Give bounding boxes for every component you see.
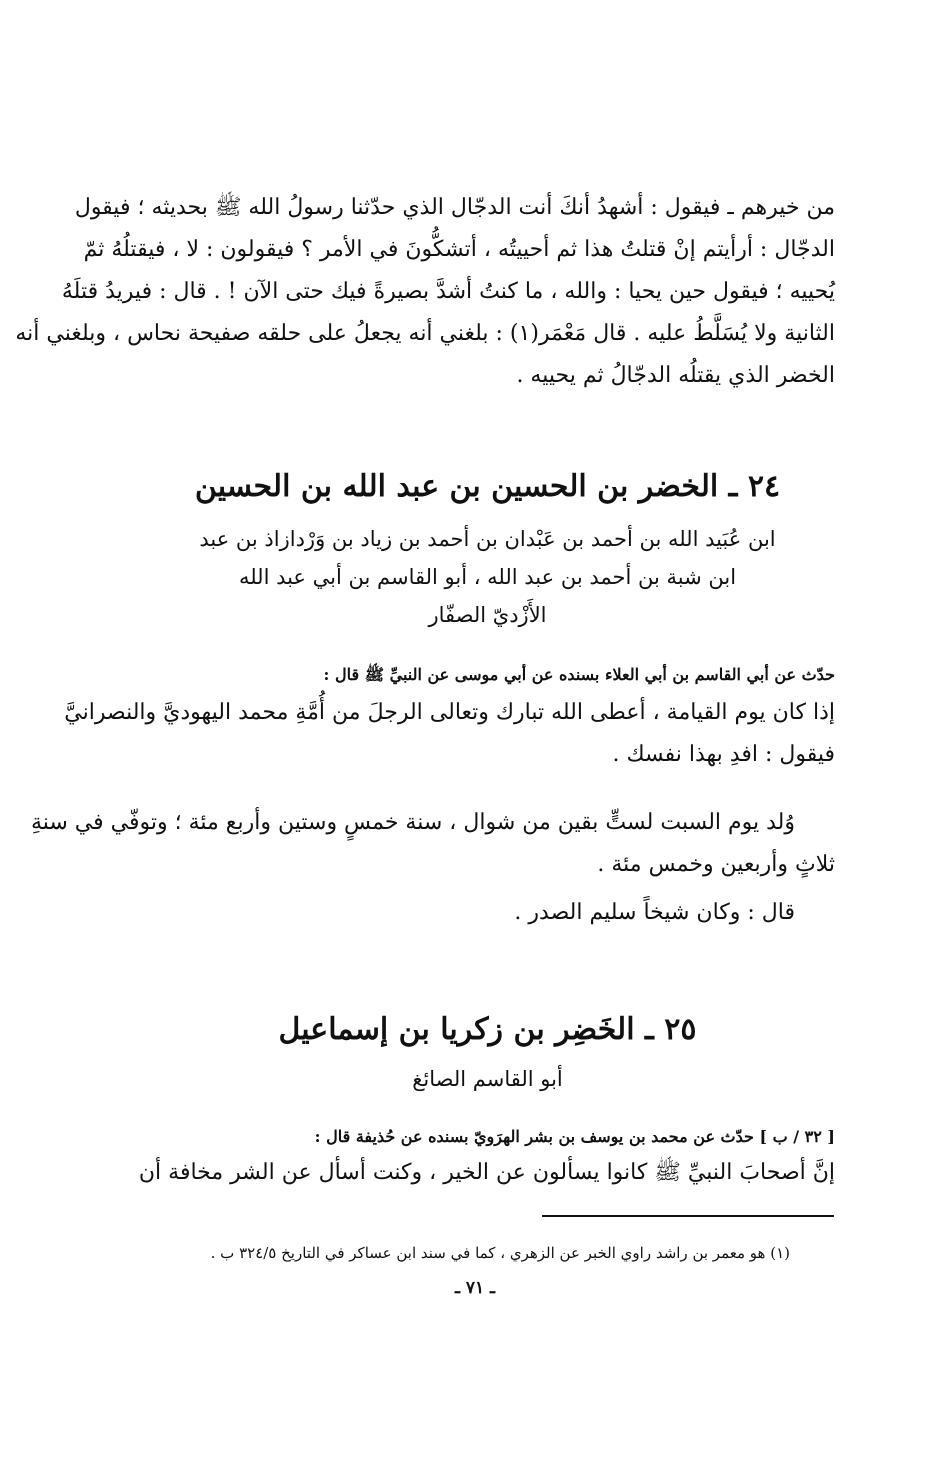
hadith-line: فيقول : افدِ بهذا نفسك .	[612, 742, 835, 767]
entry-24-lineage	[140, 520, 835, 634]
lineage-line: الأَزْديّ الصفّار	[428, 603, 547, 627]
top-paragraph	[15, 187, 835, 397]
paragraph-line: الدجّال : أرأيتم إنْ قتلتُ هذا ثم أحييتُه ، أتشكُّونَ في الأمر ؟ فيقولون : لا ، فيقتلُهُ ثمّ	[83, 237, 835, 262]
entry-25-isnad: [ ٣٢ / ب ] حدّث عن محمد بن يوسف بن بشر الهرَويّ بسنده عن حُذيفة قال :	[314, 1127, 835, 1146]
footnote-divider	[542, 1215, 834, 1217]
birth-line: ثلاثٍ وأربعين وخمس مئة .	[597, 852, 835, 877]
page-number: ـ ٧١ ـ	[454, 1278, 496, 1298]
paragraph-line: الخضر الذي يقتلُه الدجّالُ ثم يحييه .	[516, 363, 835, 388]
entry-24-remark	[140, 892, 835, 934]
paragraph-line: من خيرهم ـ فيقول : أشهدُ أنكَ أنت الدجّال الذي حدّثنا رسولُ الله ﷺ بحديثه ؛ فيقول	[74, 195, 835, 220]
lineage-line: ابن عُبَيد الله بن أحمد بن عَبْدان بن أحمد بن زياد بن وَرْدازاذ بن عبد	[199, 527, 776, 551]
paragraph-line: يُحييه ؛ فيقول حين يحيا : والله ، ما كنتُ أشدَّ بصيرةً فيك حتى الآن ! . قال : فيريدُ قتلَهُ	[61, 279, 835, 304]
paragraph-line: الثانية ولا يُسَلَّطُ عليه . قال مَعْمَر(١) : بلغني أنه يجعلُ على حلقه صفيحة نحاس ، وبلغني أنه	[15, 321, 835, 346]
entry-25-hadith	[140, 1152, 835, 1194]
lineage-line: ابن شبة بن أحمد بن عبد الله ، أبو القاسم بن أبي عبد الله	[238, 565, 737, 589]
entry-24-hadith	[64, 692, 835, 776]
hadith-line: إذا كان يوم القيامة ، أعطى الله تبارك وتعالى الرجلَ من أُمَّةِ محمد اليهوديَّ والنصرانيَّ	[64, 700, 835, 725]
entry-25-heading: ٢٥ ـ الخَضِر بن زكريا بن إسماعيل	[278, 1012, 697, 1047]
birth-line: وُلد يوم السبت لستٍّ بقين من شوال ، سنة خمسٍ وستين وأربع مئة ؛ وتوفّي في سنةِ	[30, 810, 795, 835]
entry-24-birth-death	[30, 802, 835, 886]
footnote: (١) هو معمر بن راشد راوي الخبر عن الزهري ، كما في سند ابن عساكر في التاريخ ٣٢٤/٥ ب .	[210, 1244, 790, 1262]
entry-24-isnad: حدّث عن أبي القاسم بن أبي العلاء بسنده عن أبي موسى عن النبيِّ ﷺ قال :	[323, 665, 835, 684]
entry-24-heading: ٢٤ ـ الخضر بن الحسين بن عبد الله بن الحسين	[194, 469, 781, 504]
entry-25-kunya: أبو القاسم الصائغ	[412, 1067, 563, 1091]
hadith-line: إنَّ أصحابَ النبيِّ ﷺ كانوا يسألون عن الخير ، وكنت أسأل عن الشر مخافة أن	[138, 1160, 835, 1185]
remark-line: قال : وكان شيخاً سليم الصدر .	[514, 900, 795, 925]
